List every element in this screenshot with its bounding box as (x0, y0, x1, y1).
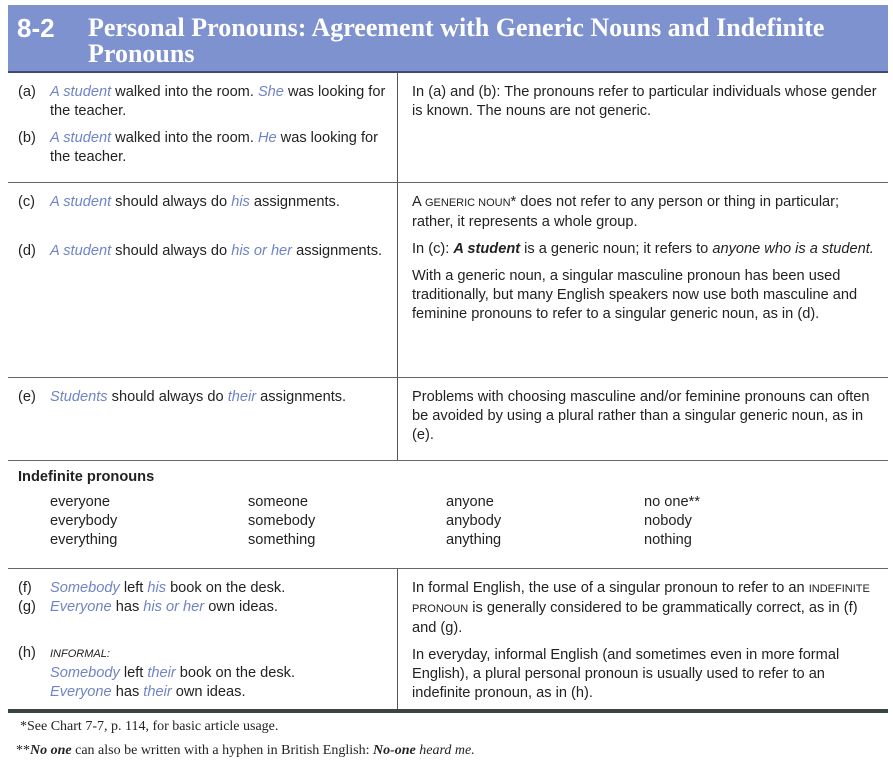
footnote-1: *See Chart 7-7, p. 114, for basic article usage. (20, 719, 279, 734)
example-text: walked into the room. (111, 130, 258, 146)
example-text: A student (50, 84, 112, 100)
example-text: Somebody (50, 580, 120, 596)
example-f (18, 579, 397, 598)
chart-title: Personal Pronouns: Agreement with Generic Nouns and Indefinite Pronouns (88, 13, 825, 68)
text: * does not refer to any person or thing in particular; rather, it represents a whole group. (412, 194, 840, 230)
example-text: own ideas. (204, 599, 278, 615)
example-text: Students (50, 389, 108, 405)
explanation: With a generic noun, a singular masculine pronoun has been used traditionally, but many English speakers now use both masculine and feminine pronouns to refer to a singular generic noun, as in (d). (412, 268, 858, 322)
example-text: She (257, 84, 284, 100)
term: GENERIC NOUN (424, 197, 511, 209)
example-text: A student (50, 194, 112, 210)
text: ** (16, 743, 30, 758)
pronoun-column (50, 493, 248, 550)
row-ab (8, 73, 888, 183)
example-text: assignments. (249, 194, 340, 210)
example-text: has (111, 599, 144, 615)
example-text: his (231, 194, 250, 210)
example-label: (e) (18, 389, 36, 405)
example-text: assignments. (292, 243, 383, 259)
example-g (18, 598, 397, 617)
example-text: own ideas. (171, 684, 246, 700)
footnote-2 (16, 743, 475, 759)
text: A (412, 194, 425, 210)
example-text: book on the desk. (175, 665, 296, 681)
explanation (412, 240, 878, 259)
example-text: their (227, 389, 257, 405)
pronoun: nothing (644, 532, 692, 548)
example-b (18, 129, 397, 167)
example-text: their (147, 665, 176, 681)
pronoun: everyone (50, 494, 111, 510)
example-text: book on the desk. (166, 580, 286, 596)
text: No-one (372, 743, 416, 758)
row-cd (8, 183, 888, 378)
pronoun: something (248, 532, 316, 548)
example-label: (h) (18, 645, 36, 661)
example-h (18, 644, 397, 702)
example-label: (d) (18, 243, 36, 259)
example-text: He (257, 130, 277, 146)
indefinite-pronouns (8, 461, 888, 569)
informal-tag: INFORMAL: (50, 648, 110, 660)
pronoun-column (248, 493, 446, 550)
example-text: his (147, 580, 167, 596)
row-fgh (8, 569, 888, 713)
pronoun-column (446, 493, 644, 550)
text: No one (30, 743, 72, 758)
chart-number: 8-2 (17, 13, 55, 43)
example-e (18, 388, 397, 407)
row-e (8, 378, 888, 461)
explanation: In (a) and (b): The pronouns refer to particular individuals whose gender is known. The nouns are not generic. (412, 84, 877, 119)
example-label: (a) (18, 84, 36, 100)
text: In formal English, the use of a singular pronoun to refer to an (412, 580, 809, 596)
example-text: should always do (111, 243, 232, 259)
pronoun: no one** (644, 494, 700, 510)
term: A student (453, 241, 521, 257)
text: is generally considered to be grammatically correct, as in (f) and (g). (412, 600, 858, 636)
text: anyone who is a student. (712, 241, 874, 257)
example-text: Somebody (50, 665, 120, 681)
example-label: (f) (18, 580, 32, 596)
explanation: In everyday, informal English (and sometimes even in more formal English), a plural personal pronoun is usually used to refer to an indefinite pronoun, as in (h). (412, 647, 840, 701)
example-text: Everyone (50, 684, 112, 700)
example-text: was looking for the teacher. (50, 130, 379, 165)
example-text: left (119, 580, 148, 596)
example-label: (b) (18, 130, 36, 146)
example-label: (c) (18, 194, 36, 210)
pronoun: anybody (446, 513, 502, 529)
example-text: left (119, 665, 148, 681)
example-text: should always do (111, 194, 232, 210)
example-text: his or her (143, 599, 205, 615)
example-text: was looking for the teacher. (50, 84, 386, 119)
example-a (18, 83, 397, 121)
explanation (412, 579, 878, 638)
example-text: has (111, 684, 144, 700)
example-text: A student (50, 130, 112, 146)
example-text: walked into the room. (111, 84, 258, 100)
explanation (412, 193, 878, 232)
example-text: his or her (231, 243, 293, 259)
pronoun: everybody (50, 513, 118, 529)
example-text: Everyone (50, 599, 112, 615)
text: heard me. (415, 743, 475, 758)
example-c (18, 193, 397, 212)
example-text: A student (50, 243, 112, 259)
pronoun: someone (248, 494, 309, 510)
example-d (18, 242, 397, 261)
pronoun: somebody (248, 513, 316, 529)
explanation: Problems with choosing masculine and/or feminine pronouns can often be avoided by using a plural rather than a singular generic noun, as in (e). (412, 389, 870, 443)
text: In (c): (412, 241, 454, 257)
example-label: (g) (18, 599, 36, 615)
text: is a generic noun; it refers to (520, 241, 713, 257)
grammar-chart (8, 5, 888, 713)
pronoun: anything (446, 532, 502, 548)
example-text: should always do (107, 389, 228, 405)
term: INDEFINITE PRONOUN (412, 583, 870, 615)
pronoun: everything (50, 532, 118, 548)
pronoun: anyone (446, 494, 494, 510)
chart-header (8, 5, 888, 73)
example-text: assignments. (256, 389, 347, 405)
section-heading: Indefinite pronouns (18, 469, 155, 485)
example-text: their (143, 684, 172, 700)
pronoun: nobody (644, 513, 692, 529)
pronoun-column (644, 493, 842, 550)
text: can also be written with a hyphen in British English: (71, 743, 373, 758)
